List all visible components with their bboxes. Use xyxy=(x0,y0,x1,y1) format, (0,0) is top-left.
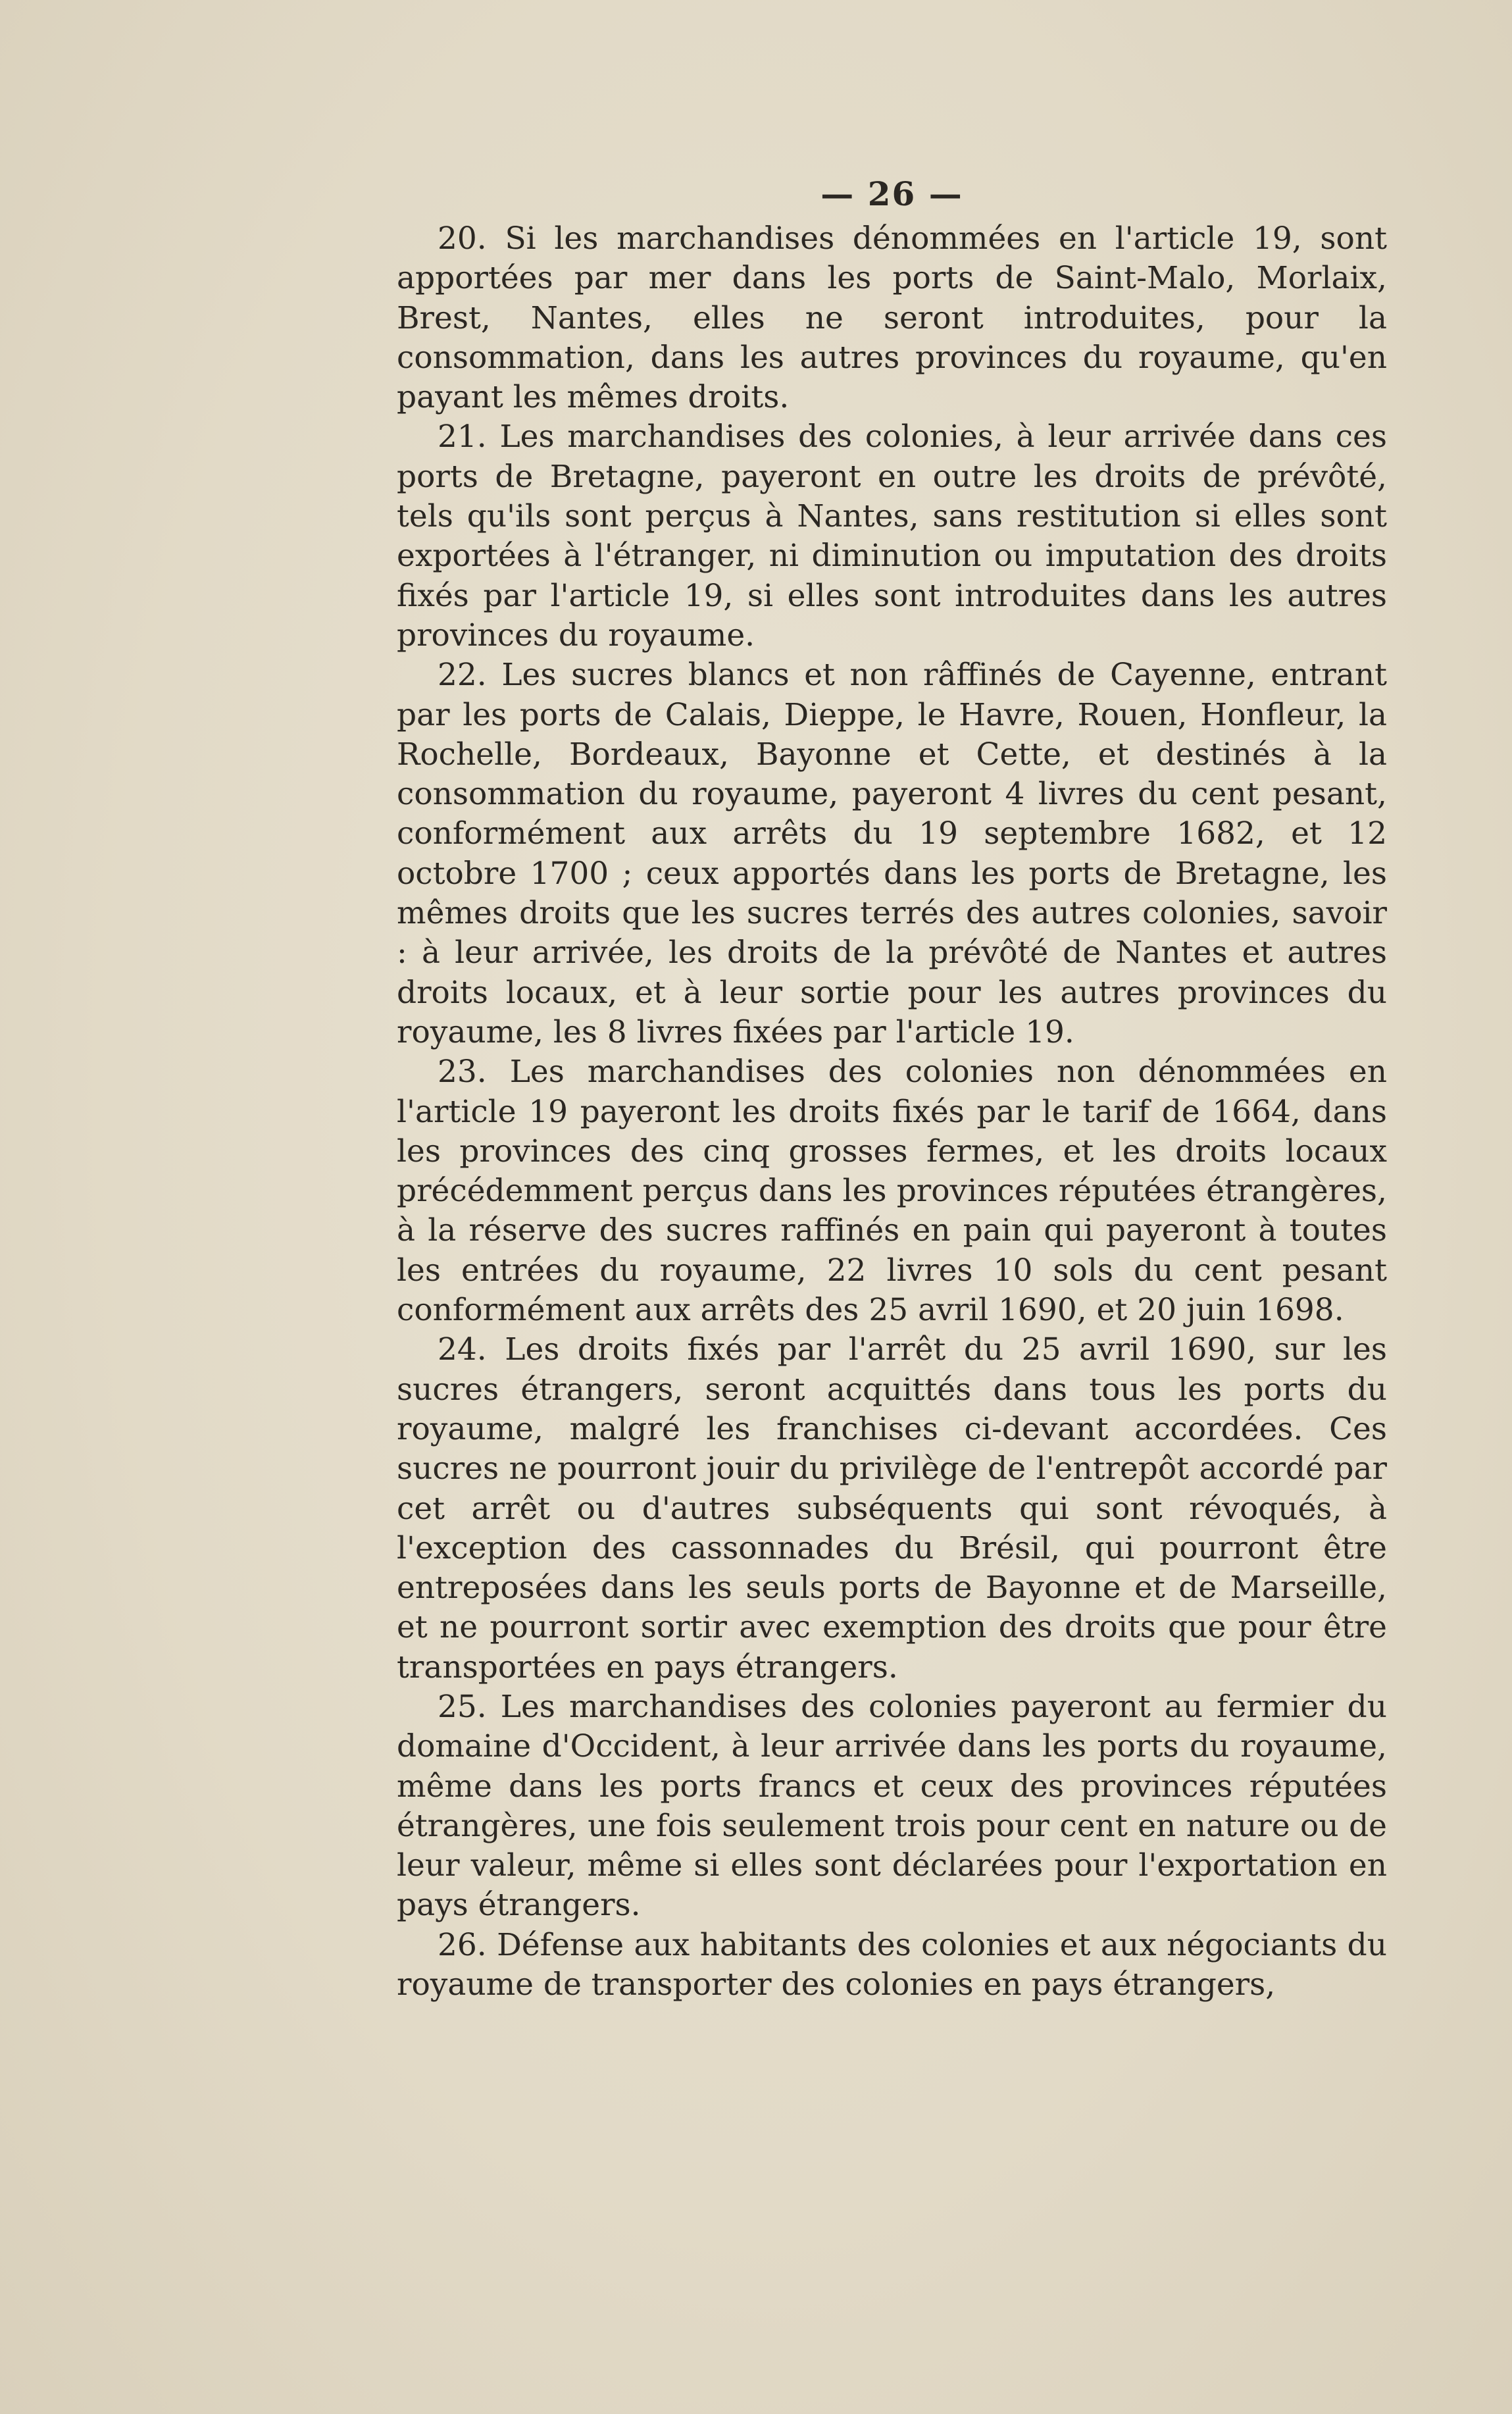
paragraph-24 xyxy=(397,1330,1387,1687)
article-text: Les sucres blancs et non râffinés de Cayenne, entrant par les ports de Calais, Dieppe, le Havre, Rouen, Honfleur, la Rochelle, Bordeaux, Bayonne et Cette, et destinés à la consommation du royaume, payeront 4 livres du cent pesant, conformément aux arrêts du 19 septembre 1682, et 12 octobre 1700 ; ceux apportés dans les ports de Bretagne, les mêmes droits que les sucres terrés des autres colonies, savoir : à leur arrivée, les droits de la prévôté de Nantes et autres droits locaux, et à leur sortie pour les autres provinces du royaume, les 8 livres fixées par l'article 19. xyxy=(397,657,1387,1050)
paragraph-20 xyxy=(397,219,1387,417)
paragraph-23 xyxy=(397,1052,1387,1330)
article-number: 20. xyxy=(438,220,487,257)
article-number: 23. xyxy=(438,1054,487,1091)
article-number: 24. xyxy=(438,1331,487,1368)
article-number: 26. xyxy=(438,1926,487,1963)
article-text: Les marchandises des colonies payeront au fermier du domaine d'Occident, à leur arrivée dans les ports du royaume, même dans les ports francs et ceux des provinces réputées étrangères, une fois seulement trois pour cent en nature ou de leur valeur, même si elles sont déclarées pour l'exportation en pays étrangers. xyxy=(397,1688,1387,1924)
article-text: Si les marchandises dénommées en l'article 19, sont apportées par mer dans les ports de Saint-Malo, Morlaix, Brest, Nantes, elles ne seront introduites, pour la consommation, dans les autres provinces du royaume, qu'en payant les mêmes droits. xyxy=(397,220,1387,416)
page-number: — 26 — xyxy=(820,174,963,213)
article-text: Les droits fixés par l'arrêt du 25 avril 1690, sur les sucres étrangers, seront acquittés dans tous les ports du royaume, malgré les franchises ci-devant accordées. Ces sucres ne pourront jouir du privilège de l'entrepôt accordé par cet arrêt ou d'autres subséquents qui sont révoqués, à l'exception des cassonnades du Brésil, qui pourront être entreposées dans les seuls ports de Bayonne et de Marseille, et ne pourront sortir avec exemption des droits que pour être transportées en pays étrangers. xyxy=(397,1331,1387,1685)
article-number: 21. xyxy=(438,419,487,455)
paragraph-21 xyxy=(397,417,1387,655)
article-text: Défense aux habitants des colonies et aux négociants du royaume de transporter des colonies en pays étrangers, xyxy=(397,1926,1387,2003)
article-number: 25. xyxy=(438,1688,487,1725)
article-text: Les marchandises des colonies non dénommées en l'article 19 payeront les droits fixés par le tarif de 1664, dans les provinces des cinq grosses fermes, et les droits locaux précédemment perçus dans les provinces réputées étrangères, à la réserve des sucres raffinés en pain qui payeront à toutes les entrées du royaume, 22 livres 10 sols du cent pesant conformément aux arrêts des 25 avril 1690, et 20 juin 1698. xyxy=(397,1054,1387,1329)
paragraph-22 xyxy=(397,655,1387,1052)
article-text: Les marchandises des colonies, à leur arrivée dans ces ports de Bretagne, payeront en outre les droits de prévôté, tels qu'ils sont perçus à Nantes, sans restitution si elles sont exportées à l'étranger, ni diminution ou imputation des droits fixés par l'article 19, si elles sont introduites dans les autres provinces du royaume. xyxy=(397,419,1387,654)
article-number: 22. xyxy=(438,657,487,694)
page-text xyxy=(397,174,1387,2005)
paragraph-25 xyxy=(397,1687,1387,1926)
paragraph-26 xyxy=(397,1926,1387,2005)
